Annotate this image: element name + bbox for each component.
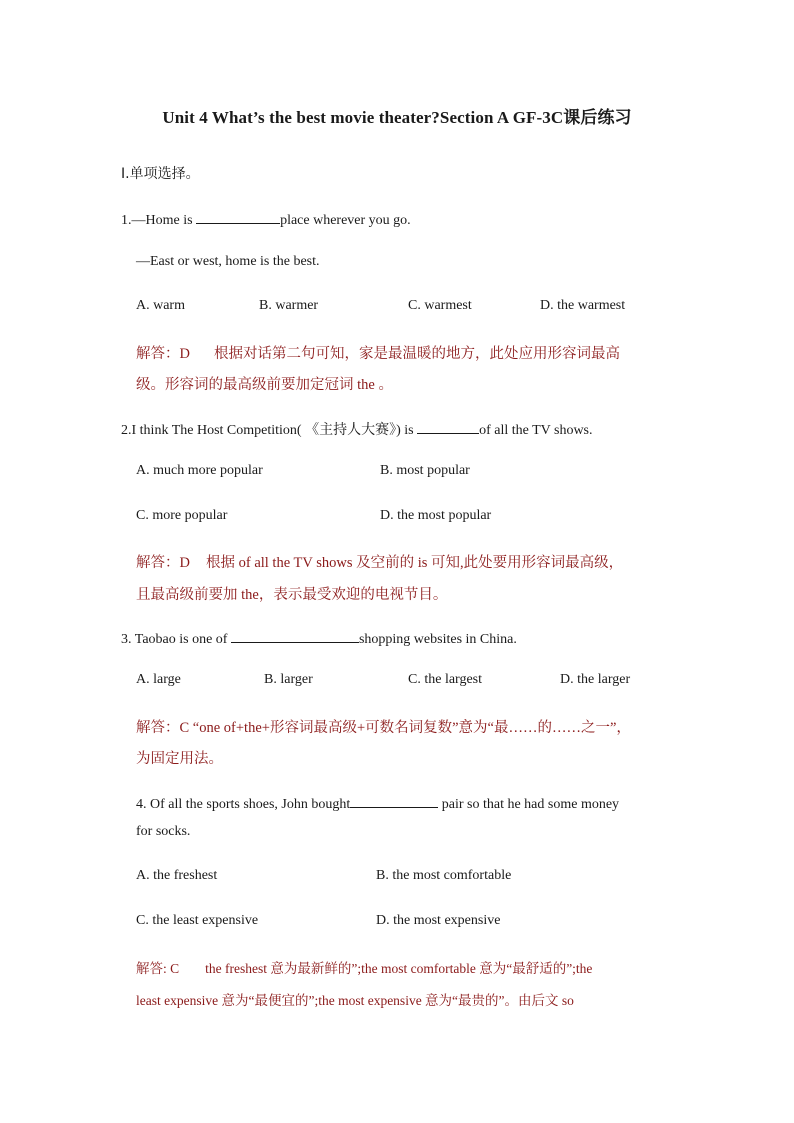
q1-answer-line1	[136, 342, 620, 363]
question-1-stem-end: place wherever you go.	[280, 213, 411, 228]
q1-option-b: B. warmer	[259, 298, 319, 313]
question-4-stem-end: pair so that he had some money	[438, 797, 620, 812]
question-2-stem-end: of all the TV shows.	[479, 423, 593, 438]
q3-answer-line2: 为固定用法。	[136, 751, 223, 767]
q2-answer-label: 解答：D	[136, 555, 190, 571]
q4-option-c: C. the least expensive	[136, 913, 259, 928]
q2-option-c: C. more popular	[136, 508, 228, 523]
section-heading: Ⅰ.单项选择。	[121, 166, 200, 182]
question-1-stem-start: 1.—Home is	[121, 213, 197, 228]
q1-option-a: A. warm	[136, 298, 185, 313]
q3-option-a: A. large	[136, 672, 181, 687]
q4-answer-line1	[136, 957, 592, 977]
q3-option-d: D. the larger	[560, 672, 631, 687]
answer-blank	[196, 209, 280, 224]
question-2-stem	[121, 419, 593, 439]
q1-answer-label: 解答：D	[136, 346, 190, 362]
q4-answer-text: the freshest 意为最新鲜的”;the most comfortable 意为“最舒适的”;the	[205, 961, 593, 976]
q1-answer-text: 根据对话第二句可知，家是最温暖的地方，此处应用形容词最高	[213, 346, 620, 362]
question-1-stem	[121, 209, 411, 229]
q1-option-d: D. the warmest	[540, 298, 626, 313]
question-4-stem-start: 4. Of all the sports shoes, John bought	[136, 797, 351, 812]
question-4-line2: for socks.	[136, 824, 191, 839]
question-3-stem-start: 3. Taobao is one of	[121, 632, 231, 647]
q4-option-d: D. the most expensive	[376, 913, 501, 928]
q2-answer-line1	[136, 551, 623, 572]
question-1-line2: —East or west, home is the best.	[136, 254, 320, 269]
answer-blank	[231, 628, 359, 643]
question-4-stem	[136, 793, 619, 813]
q4-answer-label: 解答: C	[136, 961, 180, 976]
q2-answer-text: 根据 of all the TV shows 及空前的 is 可知,此处要用形容词最高级，	[205, 555, 624, 571]
q4-option-b: B. the most comfortable	[376, 868, 512, 883]
q2-option-d: D. the most popular	[380, 508, 492, 523]
q4-option-a: A. the freshest	[136, 868, 218, 883]
q3-option-c: C. the largest	[408, 672, 483, 687]
question-3-stem	[121, 628, 517, 648]
q2-option-a: A. much more popular	[136, 463, 263, 478]
q1-answer-line2: 级。形容词的最高级前要加定冠词 the 。	[136, 377, 393, 393]
answer-blank	[350, 793, 438, 808]
question-2-stem-start: 2.I think The Host Competition( 《主持人大赛》) is	[121, 423, 418, 438]
page-title: Unit 4 What’s the best movie theater?Section A GF-3C课后练习	[162, 108, 632, 127]
answer-blank	[417, 419, 479, 434]
q3-option-b: B. larger	[264, 672, 313, 687]
q1-option-c: C. warmest	[408, 298, 472, 313]
q2-option-b: B. most popular	[380, 463, 470, 478]
question-3-stem-end: shopping websites in China.	[358, 632, 517, 647]
q3-answer-line1: 解答：C “one of+the+形容词最高级+可数名词复数”意为“最……的……之一”，	[136, 720, 631, 736]
q2-answer-line2: 且最高级前要加 the，表示最受欢迎的电视节目。	[136, 587, 448, 603]
q4-answer-line2: least expensive 意为“最便宜的”;the most expensive 意为“最贵的”。由后文 so	[136, 993, 574, 1008]
